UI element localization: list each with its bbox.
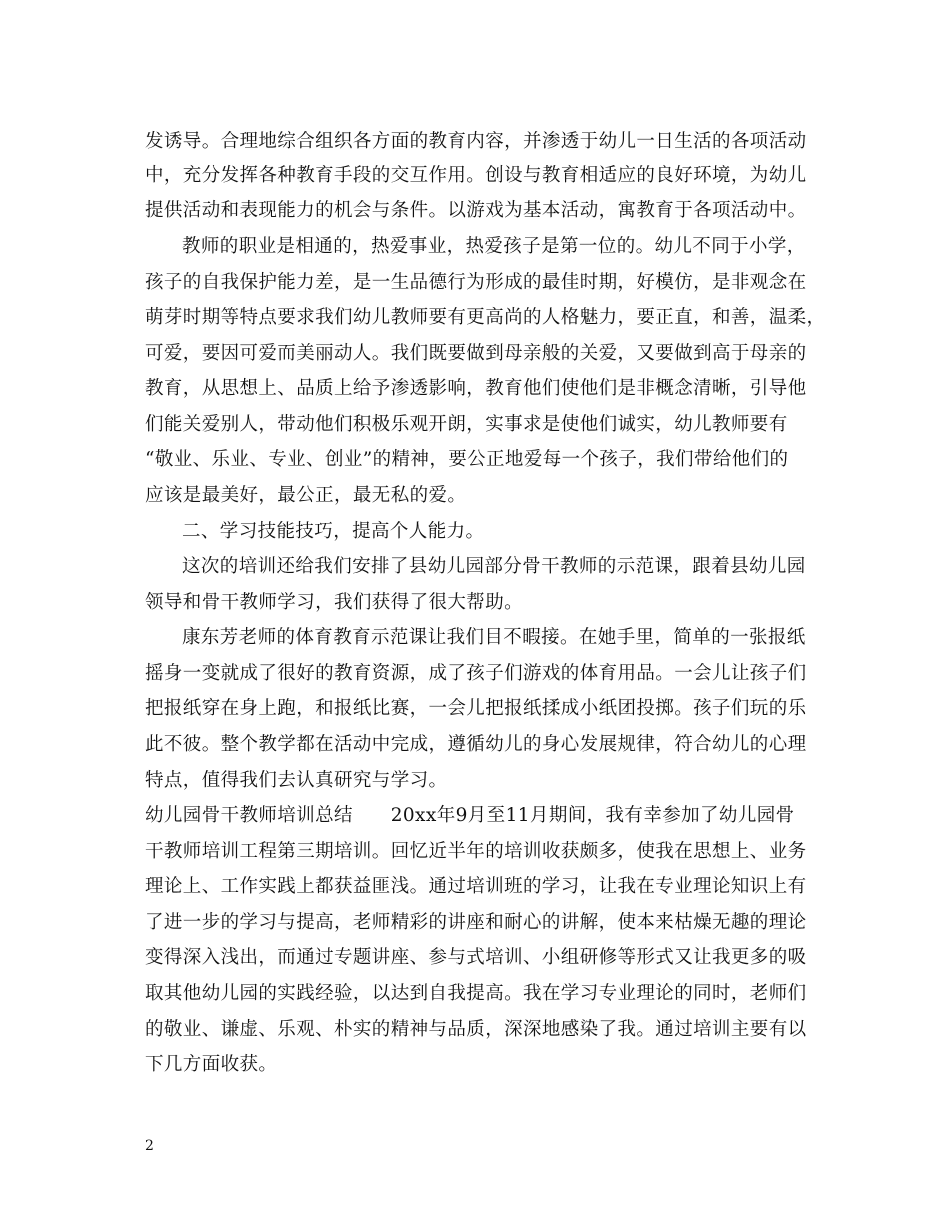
text-line: 变得深入浅出，而通过专题讲座、参与式培训、小组研修等形式又让我更多的吸 xyxy=(145,947,807,968)
text-line: 发诱导。合理地综合组织各方面的教育内容，并渗透于幼儿一日生活的各项活动 xyxy=(145,131,807,152)
article-title-line: 幼儿园骨干教师培训总结 20xx年9月至11月期间，我有幸参加了幼儿园骨 xyxy=(145,805,795,826)
text-line: 提供活动和表现能力的机会与条件。以游戏为基本活动，寓教育于各项活动中。 xyxy=(145,200,807,221)
text-line: 中，充分发挥各种教育手段的交互作用。创设与教育相适应的良好环境，为幼儿 xyxy=(145,165,807,186)
text-line: 了进一步的学习与提高，老师精彩的讲座和耐心的讲解，使本来枯燥无趣的理论 xyxy=(145,912,807,933)
text-line: 干教师培训工程第三期培训。回忆近半年的培训收获颇多，使我在思想上、业务 xyxy=(145,841,807,862)
text-line: 们能关爱别人，带动他们积极乐观开朗，实事求是使他们诚实，幼儿教师要有 xyxy=(145,414,788,435)
text-line: 理论上、工作实践上都获益匪浅。通过培训班的学习，让我在专业理论知识上有 xyxy=(145,876,807,897)
text-line: 取其他幼儿园的实践经验，以达到自我提高。我在学习专业理论的同时，老师们 xyxy=(145,983,807,1004)
paragraph-first-line: 这次的培训还给我们安排了县幼儿园部分骨干教师的示范课，跟着县幼儿园 xyxy=(182,556,806,577)
text-line: “敬业、乐业、专业、创业”的精神，要公正地爱每一个孩子，我们带给他们的 xyxy=(145,449,789,470)
paragraph-first-line: 康东芳老师的体育教育示范课让我们目不暇接。在她手里，简单的一张报纸 xyxy=(182,627,806,648)
text-line: 可爱，要因可爱而美丽动人。我们既要做到母亲般的关爱，又要做到高于母亲的 xyxy=(145,343,807,364)
text-line: 把报纸穿在身上跑，和报纸比赛，一会儿把报纸揉成小纸团投掷。孩子们玩的乐 xyxy=(145,698,807,719)
text-line: 此不彼。整个教学都在活动中完成，遵循幼儿的身心发展规律，符合幼儿的心理 xyxy=(145,734,807,755)
text-line: 的敬业、谦虚、乐观、朴实的精神与品质，深深地感染了我。通过培训主要有以 xyxy=(145,1019,807,1040)
section-heading: 二、学习技能技巧，提高个人能力。 xyxy=(182,521,485,542)
text-line: 萌芽时期等特点要求我们幼儿教师要有更高尚的人格魅力，要正直，和善，温柔， xyxy=(145,307,826,328)
text-line: 领导和骨干教师学习，我们获得了很大帮助。 xyxy=(145,592,524,613)
text-line: 特点，值得我们去认真研究与学习。 xyxy=(145,770,448,791)
page-number: 2 xyxy=(145,1138,154,1154)
paragraph-first-line: 教师的职业是相通的，热爱事业，热爱孩子是第一位的。幼儿不同于小学， xyxy=(182,236,806,257)
text-line: 下几方面收获。 xyxy=(145,1054,278,1075)
text-line: 教育，从思想上、品质上给予渗透影响，教育他们使他们是非概念清晰，引导他 xyxy=(145,378,807,399)
text-line: 摇身一变就成了很好的教育资源，成了孩子们游戏的体育用品。一会儿让孩子们 xyxy=(145,663,807,684)
text-line: 孩子的自我保护能力差，是一生品德行为形成的最佳时期，好模仿，是非观念在 xyxy=(145,272,807,293)
text-line: 应该是最美好，最公正，最无私的爱。 xyxy=(145,485,467,506)
